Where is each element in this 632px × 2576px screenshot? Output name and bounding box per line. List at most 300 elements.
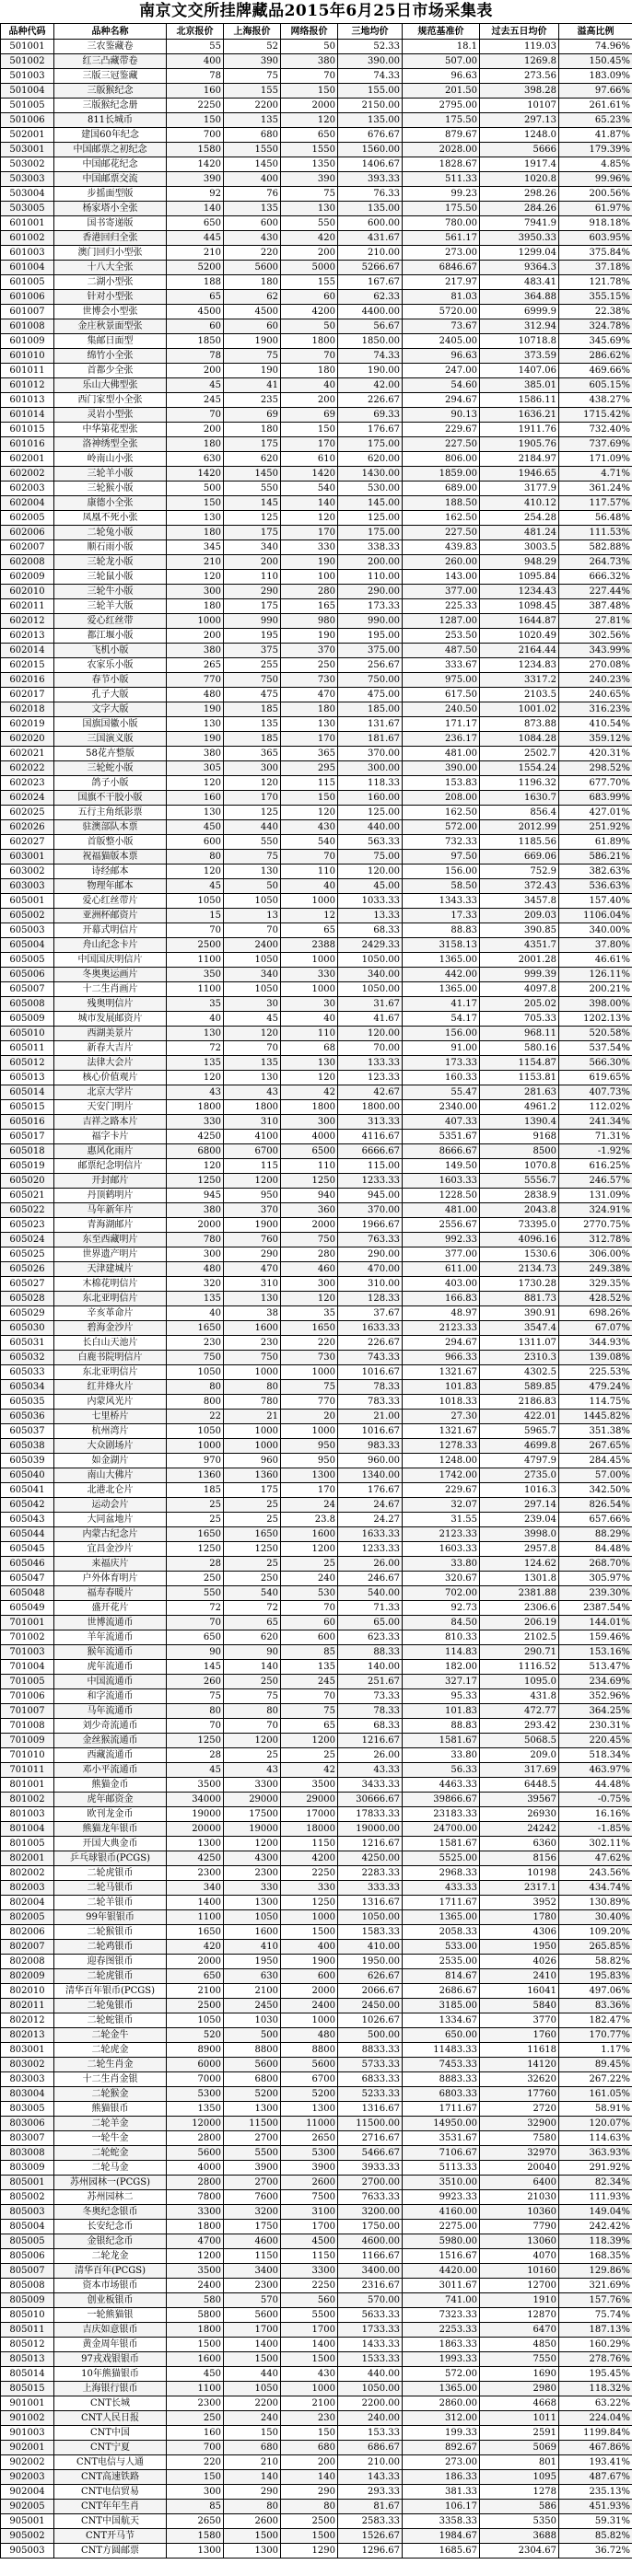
avg-price-cell: 125.00: [338, 511, 403, 526]
avg-price-cell: 145.00: [338, 496, 403, 511]
avg-price-cell: 375.00: [338, 644, 403, 658]
table-row: [1, 1027, 632, 1041]
premium-ratio-cell: 111.53%: [559, 526, 632, 540]
shanghai-price-cell: 990: [224, 614, 281, 629]
shanghai-price-cell: 1050: [224, 982, 281, 997]
base-price-cell: 2028.00: [403, 143, 480, 157]
five-day-avg-cell: 2134.73: [480, 1262, 559, 1277]
item-code-cell: 905002: [1, 2529, 54, 2544]
five-day-avg-cell: 2102.5: [480, 1630, 559, 1645]
base-price-cell: 1581.67: [403, 1837, 480, 1851]
item-name-cell: 天津建城片: [54, 1262, 167, 1277]
beijing-price-cell: 4250: [167, 1130, 224, 1144]
base-price-cell: 3185.00: [403, 1999, 480, 2013]
online-price-cell: 480: [281, 2028, 338, 2043]
premium-ratio-cell: 698.26%: [559, 1306, 632, 1321]
premium-ratio-cell: 732.40%: [559, 423, 632, 437]
base-price-cell: 2686.67: [403, 1984, 480, 1999]
item-code-cell: 605048: [1, 1586, 54, 1601]
five-day-avg-cell: 4797.9: [480, 1454, 559, 1468]
shanghai-price-cell: 175: [224, 1483, 281, 1498]
base-price-cell: 533.00: [403, 1940, 480, 1955]
avg-price-cell: 333.33: [338, 1881, 403, 1896]
base-price-cell: 143.00: [403, 570, 480, 585]
item-code-cell: 601004: [1, 261, 54, 275]
shanghai-price-cell: 760: [224, 1233, 281, 1247]
shanghai-price-cell: 1200: [224, 1734, 281, 1748]
beijing-price-cell: 1350: [167, 2102, 224, 2117]
premium-ratio-cell: 407.73%: [559, 1085, 632, 1100]
item-code-cell: 605024: [1, 1233, 54, 1247]
online-price-cell: 390: [281, 172, 338, 187]
base-price-cell: 153.83: [403, 776, 480, 791]
premium-ratio-cell: 2387.54%: [559, 1601, 632, 1616]
item-code-cell: 602009: [1, 570, 54, 585]
online-price-cell: 245: [281, 1675, 338, 1689]
base-price-cell: 101.83: [403, 1380, 480, 1395]
online-price-cell: 220: [281, 1336, 338, 1351]
avg-price-cell: 1406.67: [338, 157, 403, 172]
base-price-cell: 41.17: [403, 997, 480, 1012]
five-day-avg-cell: 7550: [480, 2352, 559, 2367]
item-name-cell: 康德小全张: [54, 496, 167, 511]
online-price-cell: 75: [281, 187, 338, 202]
shanghai-price-cell: 80: [224, 1704, 281, 1719]
shanghai-price-cell: 680: [224, 2441, 281, 2455]
table-row: [1, 1041, 632, 1056]
avg-price-cell: 74.33: [338, 69, 403, 84]
item-code-cell: 605022: [1, 1203, 54, 1218]
item-code-cell: 605004: [1, 938, 54, 953]
shanghai-price-cell: 1650: [224, 1527, 281, 1542]
beijing-price-cell: 185: [167, 1483, 224, 1498]
shanghai-price-cell: 1450: [224, 467, 281, 482]
avg-price-cell: 2700.00: [338, 2176, 403, 2190]
five-day-avg-cell: 3770: [480, 2013, 559, 2028]
premium-ratio-cell: 179.39%: [559, 143, 632, 157]
column-header: 北京报价: [167, 24, 224, 40]
five-day-avg-cell: 239.04: [480, 1513, 559, 1527]
table-row: [1, 40, 632, 54]
table-row: [1, 599, 632, 614]
beijing-price-cell: 70: [167, 1719, 224, 1734]
five-day-avg-cell: 873.88: [480, 717, 559, 732]
table-row: [1, 1940, 632, 1955]
item-code-cell: 605044: [1, 1527, 54, 1542]
five-day-avg-cell: 124.62: [480, 1557, 559, 1572]
item-code-cell: 701008: [1, 1719, 54, 1734]
five-day-avg-cell: 1154.87: [480, 1056, 559, 1071]
shanghai-price-cell: 440: [224, 2367, 281, 2382]
shanghai-price-cell: 2700: [224, 2176, 281, 2190]
online-price-cell: 4000: [281, 1130, 338, 1144]
item-name-cell: 邮票纪念明信片: [54, 1159, 167, 1174]
shanghai-price-cell: 5600: [224, 2058, 281, 2072]
online-price-cell: 600: [281, 1630, 338, 1645]
base-price-cell: 217.97: [403, 275, 480, 290]
item-name-cell: 十二生肖金银: [54, 2072, 167, 2087]
base-price-cell: 650.00: [403, 2028, 480, 2043]
table-row: [1, 275, 632, 290]
table-row: [1, 1837, 632, 1851]
item-name-cell: 舟山纪念卡片: [54, 938, 167, 953]
base-price-cell: 689.00: [403, 482, 480, 496]
five-day-avg-cell: 16041: [480, 1984, 559, 1999]
beijing-price-cell: 630: [167, 452, 224, 467]
base-price-cell: 320.67: [403, 1572, 480, 1586]
base-price-cell: 806.00: [403, 452, 480, 467]
shanghai-price-cell: 135: [224, 202, 281, 216]
item-name-cell: 一轮牛金: [54, 2131, 167, 2146]
avg-price-cell: 123.33: [338, 1071, 403, 1085]
avg-price-cell: 1050.00: [338, 1910, 403, 1925]
item-code-cell: 902003: [1, 2470, 54, 2485]
online-price-cell: 150: [281, 791, 338, 806]
avg-price-cell: 26.00: [338, 1557, 403, 1572]
item-code-cell: 803009: [1, 2161, 54, 2176]
online-price-cell: 950: [281, 1439, 338, 1454]
online-price-cell: 80: [281, 2500, 338, 2514]
premium-ratio-cell: 67.07%: [559, 1321, 632, 1336]
avg-price-cell: 2150.00: [338, 99, 403, 113]
beijing-price-cell: 1050: [167, 1424, 224, 1439]
online-price-cell: 2250: [281, 1866, 338, 1881]
avg-price-cell: 128.33: [338, 1292, 403, 1306]
table-row: [1, 2352, 632, 2367]
avg-price-cell: 310.00: [338, 1277, 403, 1292]
avg-price-cell: 24.67: [338, 1498, 403, 1513]
base-price-cell: 273.00: [403, 246, 480, 261]
premium-ratio-cell: 46.61%: [559, 953, 632, 968]
premium-ratio-cell: 22.38%: [559, 305, 632, 319]
table-row: [1, 2338, 632, 2352]
online-price-cell: 18000: [281, 1822, 338, 1837]
five-day-avg-cell: 1020.8: [480, 172, 559, 187]
avg-price-cell: 173.33: [338, 599, 403, 614]
beijing-price-cell: 120: [167, 1159, 224, 1174]
base-price-cell: 182.00: [403, 1660, 480, 1675]
five-day-avg-cell: 669.06: [480, 850, 559, 864]
shanghai-price-cell: 125: [224, 806, 281, 820]
five-day-avg-cell: 1299.04: [480, 246, 559, 261]
premium-ratio-cell: 268.70%: [559, 1557, 632, 1572]
avg-price-cell: 256.67: [338, 658, 403, 673]
item-name-cell: 二轮猴银币: [54, 1925, 167, 1940]
shanghai-price-cell: 680: [224, 128, 281, 143]
table-row: [1, 2234, 632, 2249]
five-day-avg-cell: 1630.7: [480, 791, 559, 806]
table-row: [1, 2087, 632, 2102]
item-name-cell: 诗经邮本: [54, 864, 167, 879]
item-code-cell: 805012: [1, 2338, 54, 2352]
beijing-price-cell: 500: [167, 482, 224, 496]
five-day-avg-cell: 410.12: [480, 496, 559, 511]
shanghai-price-cell: 72: [224, 1601, 281, 1616]
base-price-cell: 294.67: [403, 1336, 480, 1351]
item-code-cell: 501006: [1, 113, 54, 128]
shanghai-price-cell: 1300: [224, 1896, 281, 1910]
five-day-avg-cell: 209.03: [480, 909, 559, 923]
item-code-cell: 601001: [1, 216, 54, 231]
avg-price-cell: 1633.33: [338, 1321, 403, 1336]
shanghai-price-cell: 250: [224, 1572, 281, 1586]
table-row: [1, 1247, 632, 1262]
table-row: [1, 2146, 632, 2161]
five-day-avg-cell: 10718.8: [480, 334, 559, 349]
item-name-cell: 乐山大佛型张: [54, 378, 167, 393]
online-price-cell: 17000: [281, 1807, 338, 1822]
table-row: [1, 482, 632, 496]
item-code-cell: 605049: [1, 1601, 54, 1616]
premium-ratio-cell: 302.56%: [559, 629, 632, 644]
avg-price-cell: 1233.33: [338, 1542, 403, 1557]
table-row: [1, 246, 632, 261]
avg-price-cell: 42.67: [338, 1085, 403, 1100]
table-row: [1, 1999, 632, 2013]
table-row: [1, 1778, 632, 1793]
five-day-avg-cell: 1095.0: [480, 1675, 559, 1689]
table-row: [1, 2323, 632, 2338]
beijing-price-cell: 6000: [167, 2058, 224, 2072]
base-price-cell: 1685.67: [403, 2544, 480, 2559]
table-row: [1, 864, 632, 879]
item-code-cell: 805007: [1, 2264, 54, 2279]
item-code-cell: 605037: [1, 1424, 54, 1439]
shanghai-price-cell: 190: [224, 364, 281, 378]
five-day-avg-cell: 1910: [480, 2293, 559, 2308]
avg-price-cell: 88.33: [338, 1645, 403, 1660]
five-day-avg-cell: 1185.56: [480, 835, 559, 850]
shanghai-price-cell: 80: [224, 1380, 281, 1395]
beijing-price-cell: 1000: [167, 614, 224, 629]
avg-price-cell: 190.00: [338, 364, 403, 378]
avg-price-cell: 1033.33: [338, 894, 403, 909]
online-price-cell: 70: [281, 850, 338, 864]
table-row: [1, 1748, 632, 1763]
shanghai-price-cell: 430: [224, 231, 281, 246]
avg-price-cell: 200.00: [338, 555, 403, 570]
shanghai-price-cell: 135: [224, 717, 281, 732]
online-price-cell: 29000: [281, 1793, 338, 1807]
avg-price-cell: 393.33: [338, 172, 403, 187]
item-code-cell: 602004: [1, 496, 54, 511]
premium-ratio-cell: 826.54%: [559, 1498, 632, 1513]
beijing-price-cell: 200: [167, 423, 224, 437]
item-code-cell: 605042: [1, 1498, 54, 1513]
five-day-avg-cell: 5068.5: [480, 1734, 559, 1748]
table-row: [1, 1822, 632, 1837]
five-day-avg-cell: 6999.9: [480, 305, 559, 319]
avg-price-cell: 73.33: [338, 1689, 403, 1704]
shanghai-price-cell: 70: [224, 923, 281, 938]
premium-ratio-cell: 355.15%: [559, 290, 632, 305]
avg-price-cell: 783.33: [338, 1395, 403, 1410]
table-row: [1, 467, 632, 482]
premium-ratio-cell: 284.45%: [559, 1454, 632, 1468]
premium-ratio-cell: 195.83%: [559, 1969, 632, 1984]
online-price-cell: 130: [281, 717, 338, 732]
premium-ratio-cell: 398.00%: [559, 997, 632, 1012]
table-row: [1, 1542, 632, 1557]
base-price-cell: 90.13: [403, 408, 480, 423]
premium-ratio-cell: 157.76%: [559, 2293, 632, 2308]
base-price-cell: 97.50: [403, 850, 480, 864]
shanghai-price-cell: 65: [224, 1616, 281, 1630]
beijing-price-cell: 1300: [167, 1837, 224, 1851]
premium-ratio-cell: 605.15%: [559, 378, 632, 393]
base-price-cell: 3358.33: [403, 2514, 480, 2529]
table-row: [1, 1704, 632, 1719]
item-name-cell: CNT电信与人通: [54, 2455, 167, 2470]
five-day-avg-cell: 273.56: [480, 69, 559, 84]
online-price-cell: 75: [281, 1704, 338, 1719]
five-day-avg-cell: 4699.8: [480, 1439, 559, 1454]
table-row: [1, 614, 632, 629]
table-row: [1, 1925, 632, 1940]
item-code-cell: 802011: [1, 1999, 54, 2013]
five-day-avg-cell: 3952: [480, 1896, 559, 1910]
shanghai-price-cell: 6800: [224, 2072, 281, 2087]
five-day-avg-cell: 32900: [480, 2117, 559, 2131]
five-day-avg-cell: 6470: [480, 2323, 559, 2338]
premium-ratio-cell: 677.70%: [559, 776, 632, 791]
table-row: [1, 2500, 632, 2514]
avg-price-cell: 1533.33: [338, 2352, 403, 2367]
five-day-avg-cell: 2012.99: [480, 820, 559, 835]
table-row: [1, 1689, 632, 1704]
item-code-cell: 605035: [1, 1395, 54, 1410]
avg-price-cell: 65.00: [338, 1616, 403, 1630]
item-name-cell: 农家乐小版: [54, 658, 167, 673]
premium-ratio-cell: 61.97%: [559, 202, 632, 216]
shanghai-price-cell: 1050: [224, 1910, 281, 1925]
premium-ratio-cell: 220.45%: [559, 1734, 632, 1748]
base-price-cell: 166.83: [403, 1292, 480, 1306]
item-name-cell: 三轮龙小版: [54, 555, 167, 570]
five-day-avg-cell: 317.69: [480, 1763, 559, 1778]
premium-ratio-cell: 118.32%: [559, 2382, 632, 2396]
base-price-cell: 81.03: [403, 290, 480, 305]
online-price-cell: 180: [281, 702, 338, 717]
beijing-price-cell: 1420: [167, 157, 224, 172]
item-name-cell: 碧海金沙片: [54, 1321, 167, 1336]
beijing-price-cell: 20000: [167, 1822, 224, 1837]
online-price-cell: 4200: [281, 1851, 338, 1866]
item-code-cell: 602013: [1, 629, 54, 644]
premium-ratio-cell: 195.45%: [559, 2367, 632, 2382]
item-code-cell: 602019: [1, 717, 54, 732]
item-code-cell: 603001: [1, 850, 54, 864]
item-code-cell: 605017: [1, 1130, 54, 1144]
item-code-cell: 801003: [1, 1807, 54, 1822]
premium-ratio-cell: 410.54%: [559, 717, 632, 732]
shanghai-price-cell: 120: [224, 1027, 281, 1041]
five-day-avg-cell: 5666: [480, 143, 559, 157]
shanghai-price-cell: 1950: [224, 1955, 281, 1969]
shanghai-price-cell: 120: [224, 776, 281, 791]
item-name-cell: 冬奥纪念银币: [54, 2205, 167, 2220]
premium-ratio-cell: 251.92%: [559, 820, 632, 835]
item-name-cell: 清华百年银币(PCGS): [54, 1984, 167, 1999]
table-row: [1, 187, 632, 202]
item-code-cell: 605031: [1, 1336, 54, 1351]
shanghai-price-cell: 115: [224, 1159, 281, 1174]
five-day-avg-cell: 1911.76: [480, 423, 559, 437]
column-header: 上海报价: [224, 24, 281, 40]
premium-ratio-cell: 111.93%: [559, 2190, 632, 2205]
avg-price-cell: 6666.67: [338, 1144, 403, 1159]
table-row: [1, 1881, 632, 1896]
item-name-cell: 内蒙风光片: [54, 1395, 167, 1410]
beijing-price-cell: 945: [167, 1189, 224, 1203]
item-code-cell: 605046: [1, 1557, 54, 1572]
item-name-cell: 国旗国徽小版: [54, 717, 167, 732]
item-code-cell: 802012: [1, 2013, 54, 2028]
premium-ratio-cell: 467.86%: [559, 2441, 632, 2455]
online-price-cell: 650: [281, 128, 338, 143]
item-name-cell: 马年新年片: [54, 1203, 167, 1218]
premium-ratio-cell: 225.53%: [559, 1365, 632, 1380]
item-code-cell: 601016: [1, 437, 54, 452]
item-name-cell: 二轮龙金: [54, 2249, 167, 2264]
item-code-cell: 605043: [1, 1513, 54, 1527]
base-price-cell: 5525.00: [403, 1851, 480, 1866]
item-name-cell: 长白山天池片: [54, 1336, 167, 1351]
table-row: [1, 2470, 632, 2485]
item-name-cell: 核心价值观片: [54, 1071, 167, 1085]
five-day-avg-cell: 281.63: [480, 1085, 559, 1100]
item-code-cell: 602022: [1, 761, 54, 776]
online-price-cell: 3900: [281, 2161, 338, 2176]
base-price-cell: 162.50: [403, 806, 480, 820]
online-price-cell: 240: [281, 1572, 338, 1586]
shanghai-price-cell: 1030: [224, 2013, 281, 2028]
table-row: [1, 1071, 632, 1085]
item-name-cell: 十二生肖画片: [54, 982, 167, 997]
item-code-cell: 602005: [1, 511, 54, 526]
premium-ratio-cell: 1715.42%: [559, 408, 632, 423]
base-price-cell: 39866.67: [403, 1793, 480, 1807]
table-row: [1, 2455, 632, 2470]
premium-ratio-cell: 37.80%: [559, 938, 632, 953]
beijing-price-cell: 1100: [167, 982, 224, 997]
table-row: [1, 334, 632, 349]
base-price-cell: 156.00: [403, 864, 480, 879]
beijing-price-cell: 700: [167, 128, 224, 143]
item-name-cell: 建国60年纪念: [54, 128, 167, 143]
premium-ratio-cell: 267.22%: [559, 2072, 632, 2087]
item-code-cell: 605007: [1, 982, 54, 997]
item-name-cell: 中国邮票交流: [54, 172, 167, 187]
beijing-price-cell: 60: [167, 319, 224, 334]
base-price-cell: 327.17: [403, 1675, 480, 1689]
premium-ratio-cell: 312.78%: [559, 1233, 632, 1247]
item-code-cell: 701001: [1, 1616, 54, 1630]
beijing-price-cell: 3300: [167, 2205, 224, 2220]
table-row: [1, 791, 632, 806]
item-code-cell: 501002: [1, 54, 54, 69]
item-code-cell: 605034: [1, 1380, 54, 1395]
online-price-cell: 230: [281, 2411, 338, 2426]
item-code-cell: 802001: [1, 1851, 54, 1866]
item-name-cell: 来福庆片: [54, 1557, 167, 1572]
item-name-cell: CNT开马节: [54, 2529, 167, 2544]
premium-ratio-cell: 359.12%: [559, 732, 632, 747]
premium-ratio-cell: 82.34%: [559, 2176, 632, 2190]
online-price-cell: 6700: [281, 2072, 338, 2087]
shanghai-price-cell: 17500: [224, 1807, 281, 1822]
shanghai-price-cell: 500: [224, 2028, 281, 2043]
